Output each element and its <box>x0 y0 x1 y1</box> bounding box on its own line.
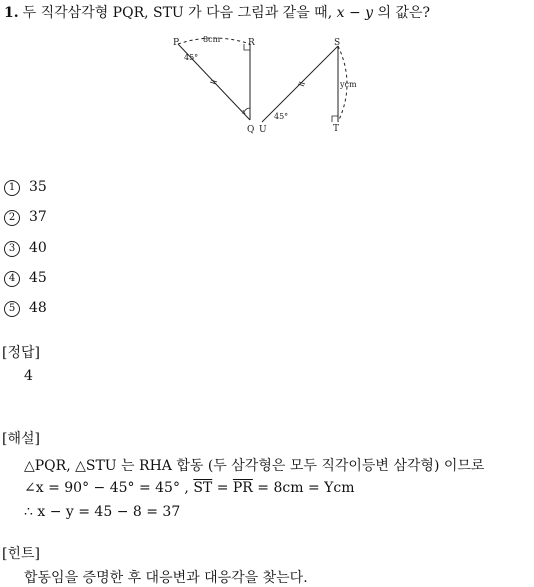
label-8cm: 8cm <box>203 35 221 44</box>
label-angle-u: 45° <box>274 112 289 121</box>
edge-us <box>262 46 338 122</box>
choice-2[interactable]: 2 37 <box>4 209 47 226</box>
hint-text: 합동임을 증명한 후 대응변과 대응각을 찾는다. <box>24 570 308 586</box>
label-angle-p: 45° <box>184 53 199 62</box>
question-number: 1. <box>4 5 19 21</box>
explanation-line-3: ∴ x − y = 45 − 8 = 37 <box>24 504 181 520</box>
label-ycm: ycm <box>340 80 357 89</box>
question-text: 1. 두 직각삼각형 PQR, STU 가 다음 그림과 같을 때, x − y 의 값은? <box>4 5 431 21</box>
choice-marker: 4 <box>4 271 20 287</box>
choice-1[interactable]: 1 35 <box>4 179 47 196</box>
choice-marker: 2 <box>4 210 20 226</box>
label-u: U <box>259 125 267 135</box>
answer-heading: [정답] <box>2 345 40 361</box>
label-t: T <box>333 124 340 134</box>
right-angle-t <box>332 116 338 122</box>
label-s: S <box>334 38 341 48</box>
label-p: P <box>173 38 180 48</box>
explanation-heading: [해설] <box>2 431 40 447</box>
label-x: x <box>242 108 246 116</box>
triangles-figure <box>170 34 370 138</box>
choice-4[interactable]: 4 45 <box>4 270 47 287</box>
answer-value: 4 <box>24 368 33 384</box>
choice-3[interactable]: 3 40 <box>4 240 47 257</box>
choice-marker: 3 <box>4 241 20 257</box>
explanation-line-2: ∠x = 90° − 45° = 45° , $\overline{ST} = \overline{PR} = 8cm$ = Ycm <box>24 480 355 496</box>
choice-marker: 1 <box>4 180 20 196</box>
choice-5[interactable]: 5 48 <box>4 300 47 317</box>
label-r: R <box>248 38 255 48</box>
explanation-line-1: △PQR, △STU 는 RHA 합동 (두 삼각형은 모두 직각이등변 삼각형) 이므로 <box>24 458 485 474</box>
label-q: Q <box>247 125 255 135</box>
choice-marker: 5 <box>4 301 20 317</box>
hint-heading: [힌트] <box>2 546 40 562</box>
